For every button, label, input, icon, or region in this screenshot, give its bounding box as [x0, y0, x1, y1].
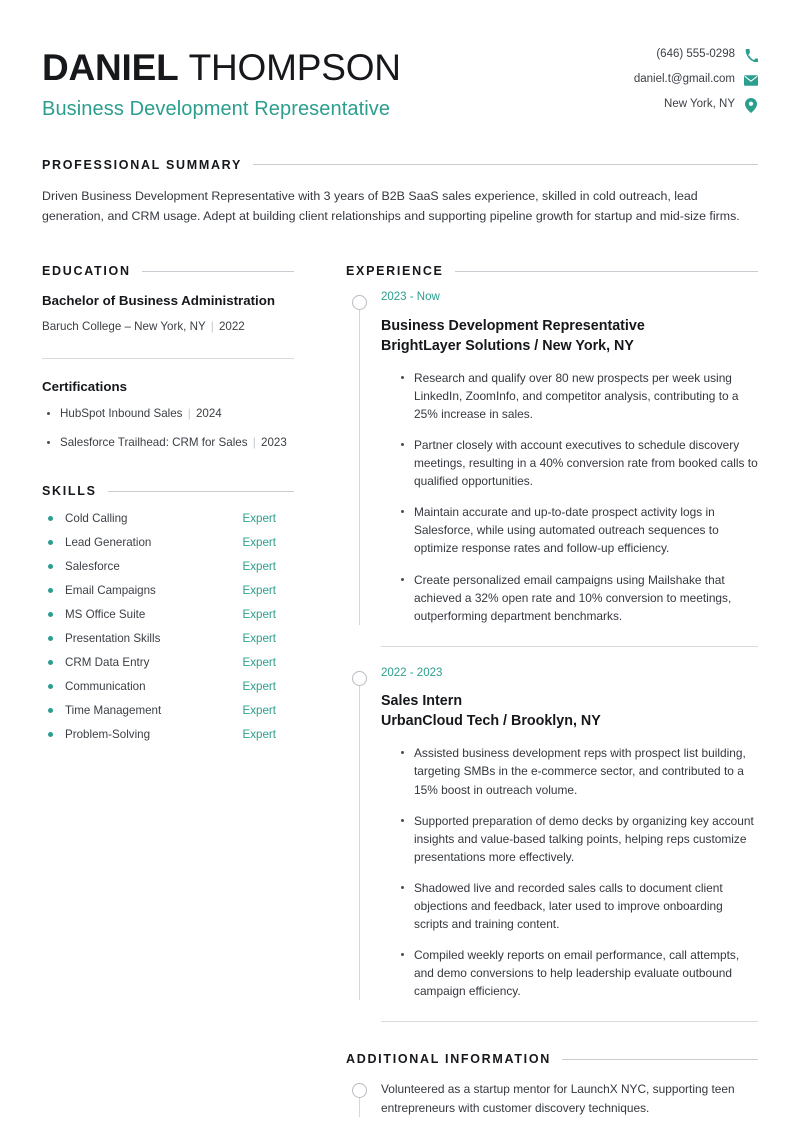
certifications-heading: Certifications [42, 378, 127, 394]
certification-year: 2023 [261, 436, 287, 449]
certification-name: HubSpot Inbound Sales [60, 406, 183, 420]
experience-bullets [381, 369, 758, 625]
additional-information-entry [346, 1080, 758, 1117]
professional-summary-text: Driven Business Development Representative with 3 years of B2B SaaS sales experience, skilled in cold outreach, lead generation, and CRM usage. Adept at building client relationships and supporting pipeline growth for startup and mid-size firms. [42, 188, 740, 224]
experience-bullets [381, 744, 758, 1000]
additional-information-text: Volunteered as a startup mentor for LaunchX NYC, supporting teen entrepreneurs with customer discovery techniques. [381, 1082, 735, 1115]
additional-information-section [346, 1052, 758, 1131]
skill-level: Expert [242, 536, 276, 550]
education-heading-text: EDUCATION [42, 264, 131, 279]
timeline-circle-icon [352, 671, 367, 686]
certification-year: 2024 [195, 406, 222, 420]
list-item [42, 512, 294, 525]
bullet-dot-icon [48, 516, 53, 521]
additional-information-heading [346, 1052, 758, 1066]
experience-heading [346, 264, 758, 278]
education-school: Baruch College – New York, NY [42, 319, 206, 333]
first-name: DANIEL [42, 47, 179, 88]
additional-information-heading-text: ADDITIONAL INFORMATION [346, 1052, 551, 1067]
skill-name: Communication [65, 680, 146, 694]
experience-dates: 2022 - 2023 [381, 666, 443, 679]
heading-rule [108, 491, 294, 492]
skill-level: Expert [242, 680, 276, 694]
certifications-list [42, 405, 294, 452]
contact-block [548, 42, 758, 112]
certification-separator: | [252, 436, 256, 449]
professional-summary-section [42, 158, 758, 226]
left-column [42, 264, 294, 741]
contact-email-value: daniel.t@gmail.com [633, 73, 735, 86]
skills-heading [42, 484, 294, 498]
heading-rule [562, 1059, 758, 1060]
bullet-dot-icon [48, 588, 53, 593]
professional-summary-heading-text: PROFESSIONAL SUMMARY [42, 157, 242, 172]
last-name: THOMPSON [188, 47, 401, 88]
contact-email[interactable] [548, 73, 758, 87]
skill-level: Expert [242, 632, 276, 646]
list-item [42, 680, 294, 693]
bullet-dot-icon [48, 564, 53, 569]
list-item [42, 728, 294, 741]
skill-level: Expert [242, 560, 276, 574]
list-item: Assisted business development reps with prospect list building, targeting SMBs in the e-commerce sector, and contributed to a 15% boost in outreach volume. [397, 744, 758, 798]
experience-dates: 2023 - Now [381, 291, 440, 304]
contact-phone[interactable] [548, 48, 758, 62]
experience-heading-text: EXPERIENCE [346, 264, 444, 279]
list-item [42, 405, 294, 422]
experience-company: BrightLayer Solutions / New York, NY [381, 337, 634, 354]
education-section [42, 264, 294, 451]
bullet-dot-icon [48, 660, 53, 665]
heading-rule [142, 271, 294, 272]
skill-name: Lead Generation [65, 536, 152, 550]
certification-name: Salesforce Trailhead: CRM for Sales [60, 436, 248, 449]
list-item [42, 656, 294, 669]
list-item [42, 536, 294, 549]
page-title [42, 48, 401, 88]
list-item [42, 632, 294, 645]
skill-name: Cold Calling [65, 512, 128, 526]
timeline-circle-icon [352, 1083, 367, 1098]
timeline-line [359, 684, 360, 1001]
list-item: Partner closely with account executives to schedule discovery meetings, resulting in a 40% conversion rate from booked calls to qualified opportunities. [397, 436, 758, 490]
professional-summary-heading [42, 158, 758, 172]
job-title: Business Development Representative [42, 97, 391, 120]
list-item: Maintain accurate and up-to-date prospect activity logs in Salesforce, while using automated outreach sequences to optimize response rates and follow-up efficiency. [397, 503, 758, 557]
experience-entry [346, 292, 758, 625]
skill-level: Expert [242, 656, 276, 670]
bullet-dot-icon [48, 636, 53, 641]
resume-header [42, 38, 758, 121]
experience-entry [346, 668, 758, 1001]
list-item [42, 434, 294, 451]
education-year: 2022 [218, 319, 245, 333]
timeline-line [359, 308, 360, 625]
timeline-line [359, 1096, 360, 1117]
list-item: Compiled weekly reports on email performance, call attempts, and demo conversions to help leadership evaluate outbound campaign efficiency. [397, 946, 758, 1000]
timeline-circle-icon [352, 295, 367, 310]
skill-level: Expert [242, 584, 276, 598]
list-item [42, 584, 294, 597]
skill-name: Time Management [65, 704, 162, 718]
experience-divider [381, 646, 758, 647]
body-columns [42, 264, 758, 1131]
experience-section [346, 264, 758, 1022]
email-icon [744, 73, 758, 87]
contact-phone-value: (646) 555-0298 [656, 48, 735, 61]
list-item [42, 704, 294, 717]
skill-name: MS Office Suite [65, 608, 146, 622]
contact-location-value: New York, NY [664, 98, 735, 111]
education-meta [42, 319, 294, 336]
skill-name: Email Campaigns [65, 584, 156, 598]
contact-location[interactable] [548, 98, 758, 112]
certification-separator: | [187, 406, 191, 420]
education-degree: Bachelor of Business Administration [42, 293, 275, 309]
heading-rule [455, 271, 758, 272]
skill-level: Expert [242, 608, 276, 622]
education-separator: | [210, 319, 214, 333]
bullet-dot-icon [48, 732, 53, 737]
list-item [42, 608, 294, 621]
location-icon [744, 98, 758, 112]
skill-name: Presentation Skills [65, 632, 161, 646]
bullet-dot-icon [48, 684, 53, 689]
experience-divider [381, 1021, 758, 1022]
skill-name: CRM Data Entry [65, 656, 150, 670]
header-identity [42, 42, 401, 121]
experience-role: Sales Intern [381, 693, 463, 710]
experience-company: UrbanCloud Tech / Brooklyn, NY [381, 713, 601, 730]
bullet-dot-icon [48, 708, 53, 713]
education-heading [42, 264, 294, 278]
list-item [42, 560, 294, 573]
experience-role: Business Development Representative [381, 317, 645, 334]
skill-name: Salesforce [65, 560, 120, 574]
phone-icon [744, 48, 758, 62]
skill-level: Expert [242, 512, 276, 526]
list-item: Shadowed live and recorded sales calls to document client objections and feedback, later used to improve onboarding scripts and training content. [397, 879, 758, 933]
skill-name: Problem-Solving [65, 728, 151, 742]
skill-level: Expert [242, 704, 276, 718]
education-divider [42, 358, 294, 359]
list-item: Supported preparation of demo decks by organizing key account insights and value-based talking points, helping reps customize presentations more effectively. [397, 812, 758, 866]
bullet-dot-icon [48, 540, 53, 545]
skill-level: Expert [242, 728, 276, 742]
skills-section [42, 484, 294, 741]
skills-heading-text: SKILLS [42, 484, 97, 499]
bullet-dot-icon [48, 612, 53, 617]
right-column [346, 264, 758, 1131]
list-item: Research and qualify over 80 new prospects per week using LinkedIn, ZoomInfo, and competitor analysis, contributing to a 25% increase in sales. [397, 369, 758, 423]
heading-rule [253, 164, 758, 165]
list-item: Create personalized email campaigns using Mailshake that achieved a 32% open rate and 10% conversion to meetings, outperforming department benchmarks. [397, 571, 758, 625]
